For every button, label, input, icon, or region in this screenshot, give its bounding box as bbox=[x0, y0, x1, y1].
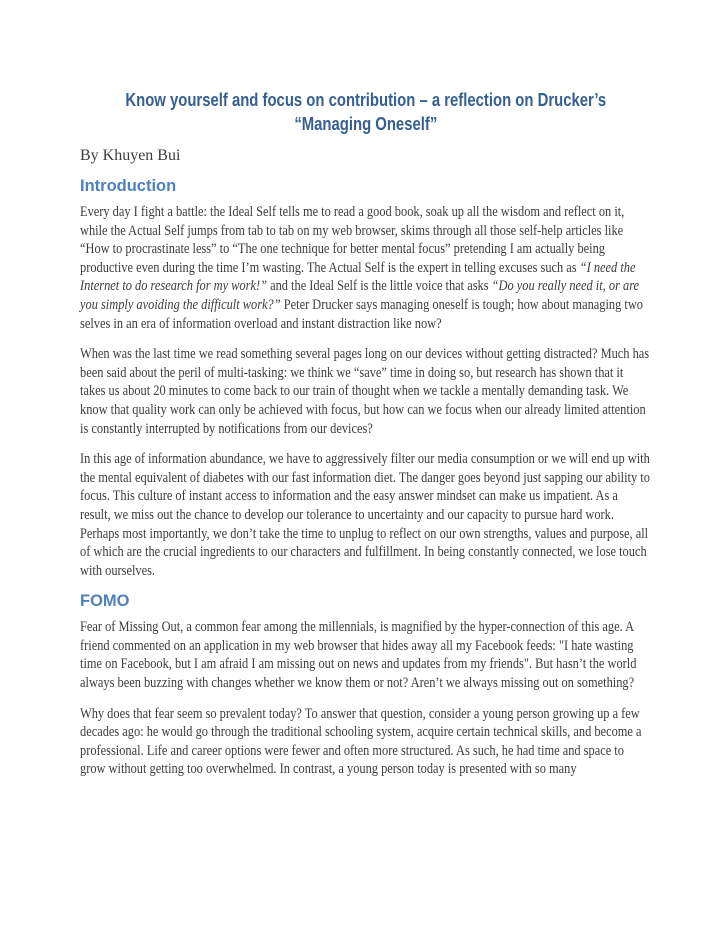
paragraph-intro-1: Every day I fight a battle: the Ideal Self tells me to read a good book, soak up all the wisdom and reflect on it, while the Actual Self jumps from tab to tab on my web browser, skims through all those self-help articles like “How to procrastinate less” to “The one technique for better mental focus” pretending I am actually being productive even during the time I’m wasting. The Actual Self is the expert in telling excuses such as “I need the Internet to do research for my work!” and the Ideal Self is the little voice that asks “Do you really need it, or are you simply avoiding the difficult work?” Peter Drucker says managing oneself is tough; how about managing two selves in an era of information overload and instant distraction like now? bbox=[80, 204, 643, 332]
byline: By Khuyen Bui bbox=[80, 147, 181, 164]
paragraph-fomo-2: Why does that fear seem so prevalent today? To answer that question, consider a young person growing up a few decades ago: he would go through the traditional schooling system, acquire certain technical skills, and become a professional. Life and career options were fewer and often more structured. As such, he had time and space to grow without getting too overwhelmed. In contrast, a young person today is presented with so many bbox=[80, 705, 642, 778]
document-content bbox=[80, 88, 652, 791]
document-title bbox=[80, 88, 652, 136]
document-title-line-2: “Managing Oneself” bbox=[294, 114, 438, 134]
section-heading-introduction: Introduction bbox=[80, 177, 177, 195]
document-title-line-1: Know yourself and focus on contribution – a reflection on Drucker’s bbox=[125, 90, 607, 110]
paragraph-intro-2: When was the last time we read something several pages long on our devices without getting distracted? Much has been said about the peril of multi-tasking: we think we “save” time in doing so, but research has shown that it takes us about 20 minutes to come back to our train of thought when we tackle a mentally demanding task. We know that quality work can only be achieved with focus, but how can we focus when our already limited attention is constantly interrupted by notifications from our devices? bbox=[80, 346, 650, 437]
section-heading-fomo: FOMO bbox=[80, 592, 130, 611]
paragraph-fomo-1: Fear of Missing Out, a common fear among the millennials, is magnified by the hyper-connection of this age. A friend commented on an application in my web browser that hides away all my Facebook feeds: "I hate wasting time on Facebook, but I am afraid I am missing out on news and updates from my friends". But hasn’t the world always been buzzing with changes whether we know them or not? Aren’t we always missing out on something? bbox=[80, 619, 637, 692]
paragraph-intro-3: In this age of information abundance, we have to aggressively filter our media consumption or we will end up with the mental equivalent of diabetes with our fast information diet. The danger goes beyond just sapping our ability to focus. This culture of instant access to information and the easy answer mindset can make us impatient. As a result, we miss out the chance to develop our tolerance to uncertainty and our capacity to pursue hard work. Perhaps most importantly, we don’t take the time to unplug to reflect on our own strengths, values and purpose, all of which are the crucial ingredients to our characters and fulfillment. In being constantly connected, we lose touch with ourselves. bbox=[80, 451, 650, 579]
